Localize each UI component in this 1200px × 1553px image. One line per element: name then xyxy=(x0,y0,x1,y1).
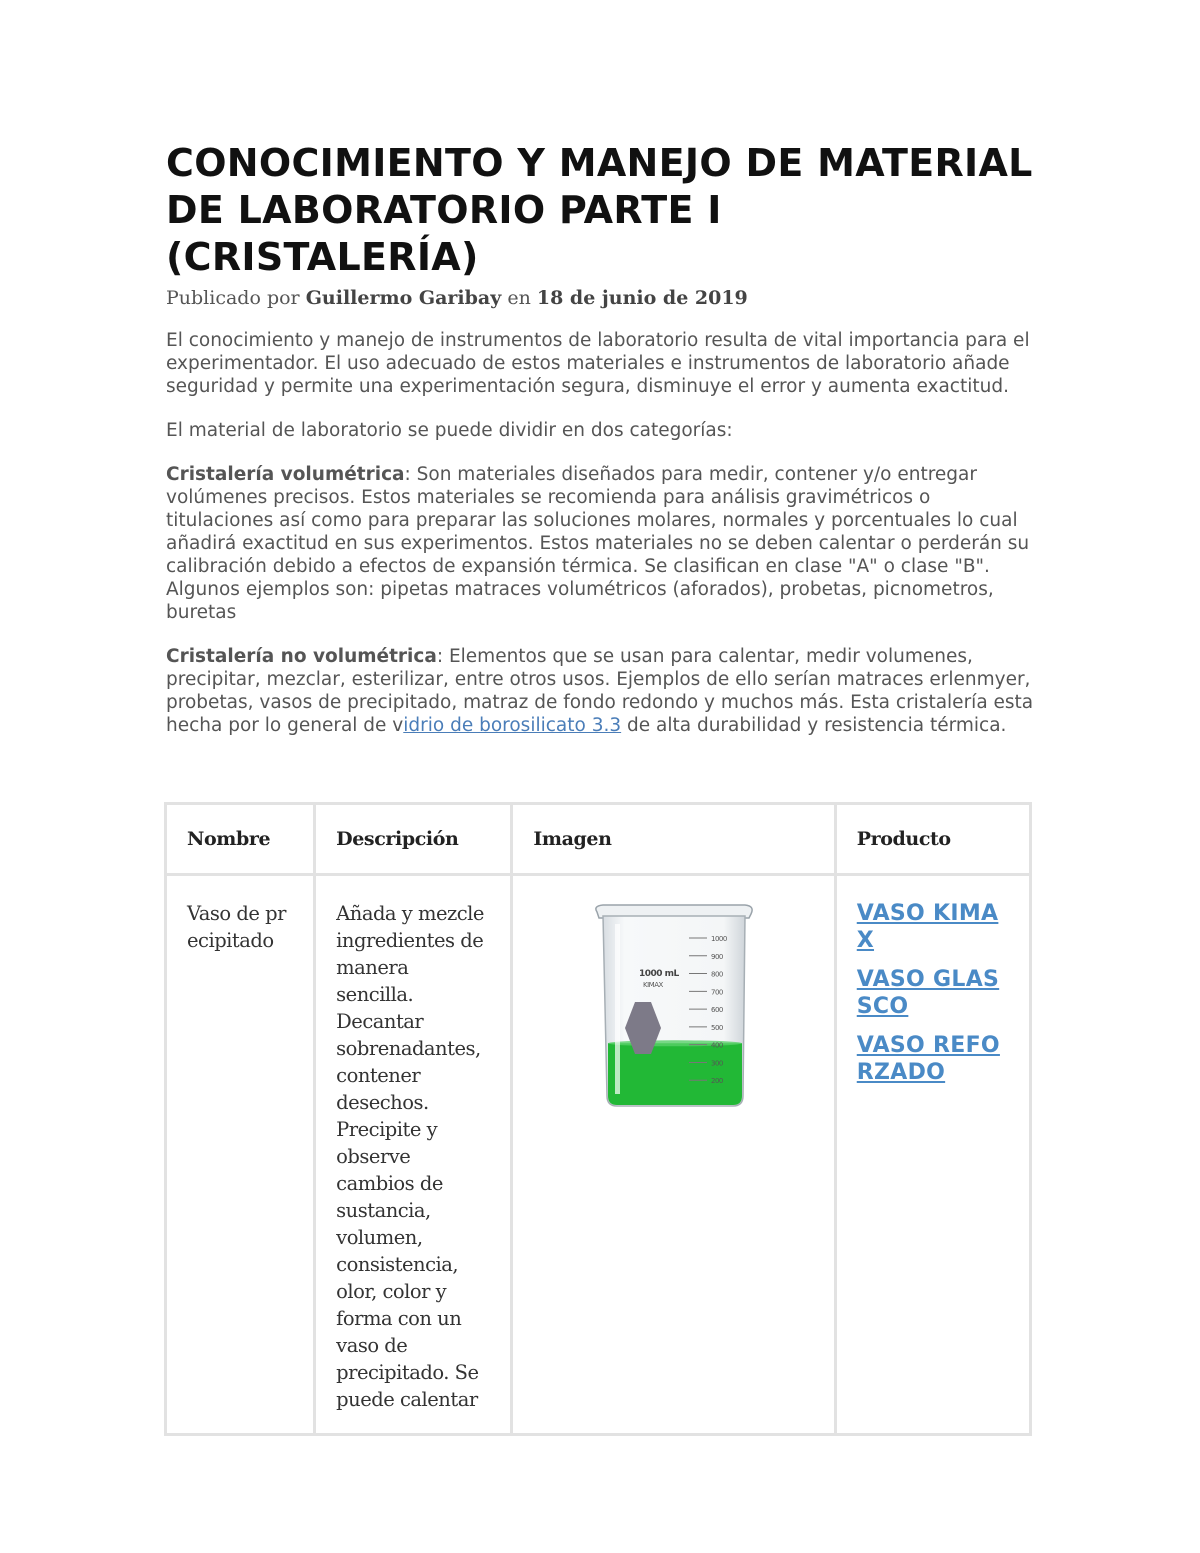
graduation-label: 400 xyxy=(710,1041,723,1050)
beaker-liquid xyxy=(608,1043,742,1105)
beaker-brand-label: KIMAX xyxy=(642,981,663,989)
non-volumetric-text: : Elementos que se usan para calentar, medir volumenes, precipitar, mezclar, esterilizar, entre otros usos. Ejemplos de ello serían matraces erlenmyer, probetas, vasos de precipitado, matraz de fondo redondo y muchos más. Esta cristalería esta hecha por lo general de v xyxy=(166,646,1034,736)
byline-author: Guillermo Garibay xyxy=(305,287,502,309)
header-imagen: Imagen xyxy=(512,804,835,875)
beaker-highlight xyxy=(615,924,620,1094)
product-link-reforzado[interactable]: VASO REFORZADO xyxy=(856,1033,1000,1085)
cell-image xyxy=(512,875,835,1435)
graduation-label: 1000 xyxy=(710,935,727,943)
product-link-kimax[interactable]: VASO KIMAX xyxy=(856,901,999,953)
byline-middle: en xyxy=(507,287,531,309)
non-volumetric-paragraph xyxy=(166,645,1034,737)
volumetric-text: : Son materiales diseñados para medir, contener y/o entregar volúmenes precisos. Estos materiales se recomienda para análisis gravimétricos o titulaciones así como para preparar las soluciones molares, normales y porcentuales lo cual añadirá exactitud en sus experimentos. Estos materiales no se deben calentar o perderán su calibración debido a efectos de expansión térmica. Se clasifican en clase "A" o clase "B". Algunos ejemplos son: pipetas matraces volumétricos (aforados), probetas, picnometros, buretas xyxy=(166,464,1030,623)
product-link-glassco[interactable]: VASO GLASSCO xyxy=(856,967,1000,1019)
byline-date: 18 de junio de 2019 xyxy=(536,287,748,309)
article xyxy=(166,140,1034,737)
cell-products xyxy=(835,875,1030,1435)
categories-paragraph: El material de laboratorio se puede dividir en dos categorías: xyxy=(166,420,733,441)
graduation-label: 700 xyxy=(710,988,723,997)
header-producto: Producto xyxy=(835,804,1030,875)
intro-paragraph: El conocimiento y manejo de instrumentos de laboratorio resulta de vital importancia para el experimentador. El uso adecuado de estos materiales e instrumentos de laboratorio añade seguridad y permite una experimentación segura, disminuye el error y aumenta exactitud. xyxy=(166,330,1030,397)
table-header-row xyxy=(166,804,1031,875)
byline xyxy=(166,285,1034,311)
volumetric-paragraph xyxy=(166,463,1034,624)
non-volumetric-term: Cristalería no volumétrica xyxy=(166,646,437,667)
graduation-label: 600 xyxy=(710,1006,723,1015)
header-descripcion: Descripción xyxy=(315,804,512,875)
product-table xyxy=(164,802,1032,1436)
beaker-image xyxy=(589,900,759,1112)
cell-description: Añada y mezcle ingredientes de manera sencilla. Decantar sobrenadantes, contener desechos. Precipite y observe cambios de sustancia, volumen, consistencia, olor, color y forma con un vaso de precipitado. Se puede calentar xyxy=(315,875,512,1435)
borosilicate-link[interactable]: idrio de borosilicato 3.3 xyxy=(403,715,622,736)
graduation-label: 300 xyxy=(710,1059,723,1068)
cell-name: Vaso de precipitado xyxy=(166,875,315,1435)
graduation-label: 900 xyxy=(710,952,723,961)
table-row xyxy=(166,875,1031,1435)
graduation-label: 500 xyxy=(710,1023,723,1032)
byline-prefix: Publicado por xyxy=(166,287,300,309)
graduation-label: 800 xyxy=(710,970,723,979)
graduation-label: 200 xyxy=(710,1077,723,1086)
header-nombre: Nombre xyxy=(166,804,315,875)
beaker-volume-label: 1000 mL xyxy=(638,969,679,979)
non-volumetric-after: de alta durabilidad y resistencia térmica. xyxy=(621,715,1007,736)
volumetric-term: Cristalería volumétrica xyxy=(166,464,405,485)
page-title: CONOCIMIENTO Y MANEJO DE MATERIAL DE LABORATORIO PARTE I (CRISTALERÍA) xyxy=(166,141,1033,279)
